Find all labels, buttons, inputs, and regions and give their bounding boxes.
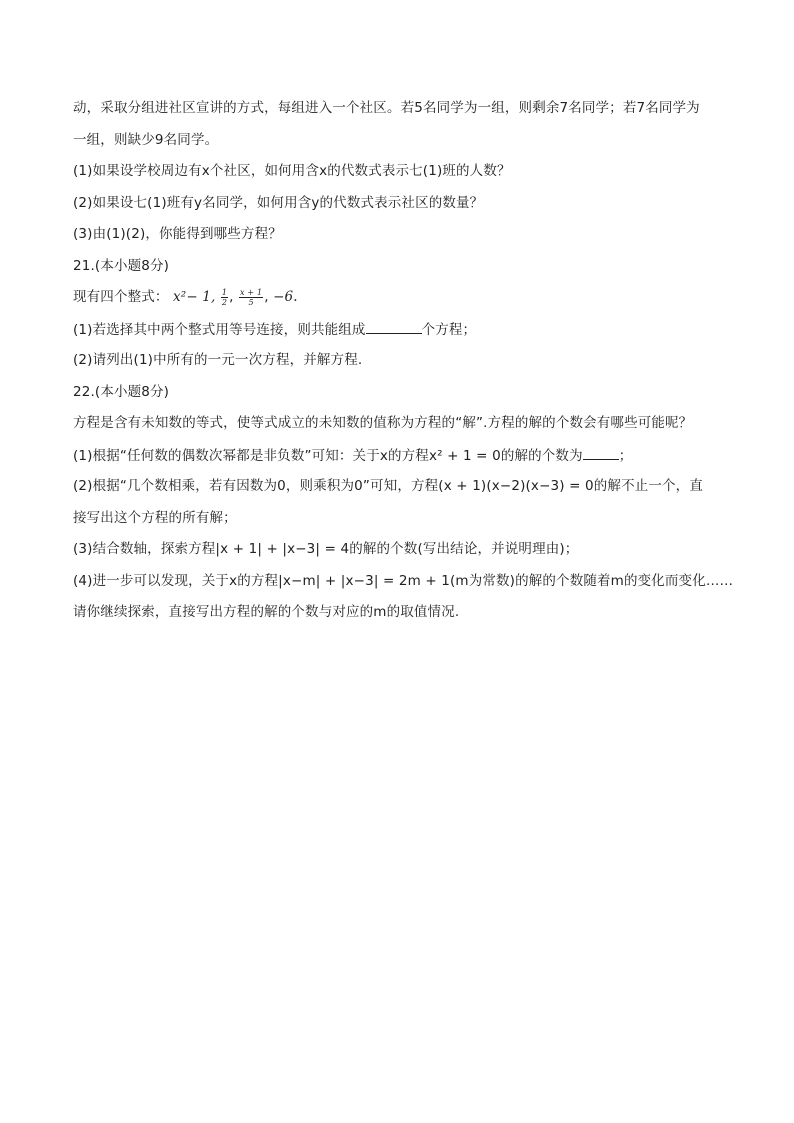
document-page <box>73 98 733 634</box>
problem21-q1-suffix: 个方程； <box>421 321 477 338</box>
answer-blank <box>366 319 422 334</box>
expression-separator-1: , <box>229 289 234 305</box>
fraction-one-half-numerator: 1 <box>221 287 228 297</box>
problem22-question1 <box>73 445 733 465</box>
problem21-intro-prefix: 现有四个整式： <box>73 289 169 305</box>
problem22-question4-line2: 请你继续探索，直接写出方程的解的个数与对应的m的取值情况. <box>73 604 460 620</box>
problem21-q1-prefix: (1)若选择其中两个整式用等号连接，则共能组成 <box>73 321 366 338</box>
problem22-header: 22.(本小题8分) <box>73 383 170 400</box>
expression-separator-2: , <box>264 289 269 305</box>
fraction-x-plus-1-over-5 <box>239 288 263 307</box>
problem22-question4-line1: (4)进一步可以发现，关于x的方程|x−m| + |x−3| = 2m + 1(m为常数)的解的个数随着m的变化而变化…… <box>73 572 734 589</box>
problem22-q1-prefix: (1)根据“任何数的偶数次幂都是非负数”可知：关于x的方程x² + 1 = 0的解的个数为 <box>73 447 583 464</box>
fraction-one-half <box>221 288 228 307</box>
problem21-question1 <box>73 319 733 339</box>
problem20-text-line1: 动，采取分组进社区宣讲的方式，每组进入一个社区。若5名同学为一组，则剩余7名同学；若7名同学为 <box>73 100 700 116</box>
problem22-intro: 方程是含有未知数的等式，使等式成立的未知数的值称为方程的“解”.方程的解的个数会有哪些可能呢？ <box>73 415 693 431</box>
problem21-intro <box>73 287 733 307</box>
problem21-question2: (2)请列出(1)中所有的一元一次方程，并解方程. <box>73 352 363 368</box>
answer-blank <box>583 445 619 460</box>
problem20-question3: (3)由(1)(2)，你能得到哪些方程？ <box>73 226 282 242</box>
problem22-question2-line1: (2)根据“几个数相乘，若有因数为0，则乘积为0”可知，方程(x + 1)(x−2)(x−3) = 0的解不止一个，直 <box>73 478 703 494</box>
problem20-question1: (1)如果设学校周边有x个社区，如何用含x的代数式表示七(1)班的人数？ <box>73 163 511 179</box>
fraction-x-plus-1-denominator: 5 <box>248 297 254 307</box>
fraction-one-half-denominator: 2 <box>221 297 228 307</box>
problem20-question2: (2)如果设七(1)班有y名同学，如何用含y的代数式表示社区的数量？ <box>73 194 484 211</box>
problem22-q1-suffix: ； <box>618 447 633 464</box>
expression-x-squared-minus-1: x²− 1, <box>173 289 216 305</box>
fraction-x-plus-1-numerator: x + 1 <box>240 287 263 297</box>
problem22-question3: (3)结合数轴，探索方程|x + 1| + |x−3| = 4的解的个数(写出结论，并说明理由)； <box>73 541 579 557</box>
problem21-header: 21.(本小题8分) <box>73 257 170 274</box>
problem22-question2-line2: 接写出这个方程的所有解； <box>73 509 237 526</box>
problem20-text-line2: 一组，则缺少9名同学。 <box>73 131 219 148</box>
expression-minus-6: −6. <box>273 289 298 305</box>
